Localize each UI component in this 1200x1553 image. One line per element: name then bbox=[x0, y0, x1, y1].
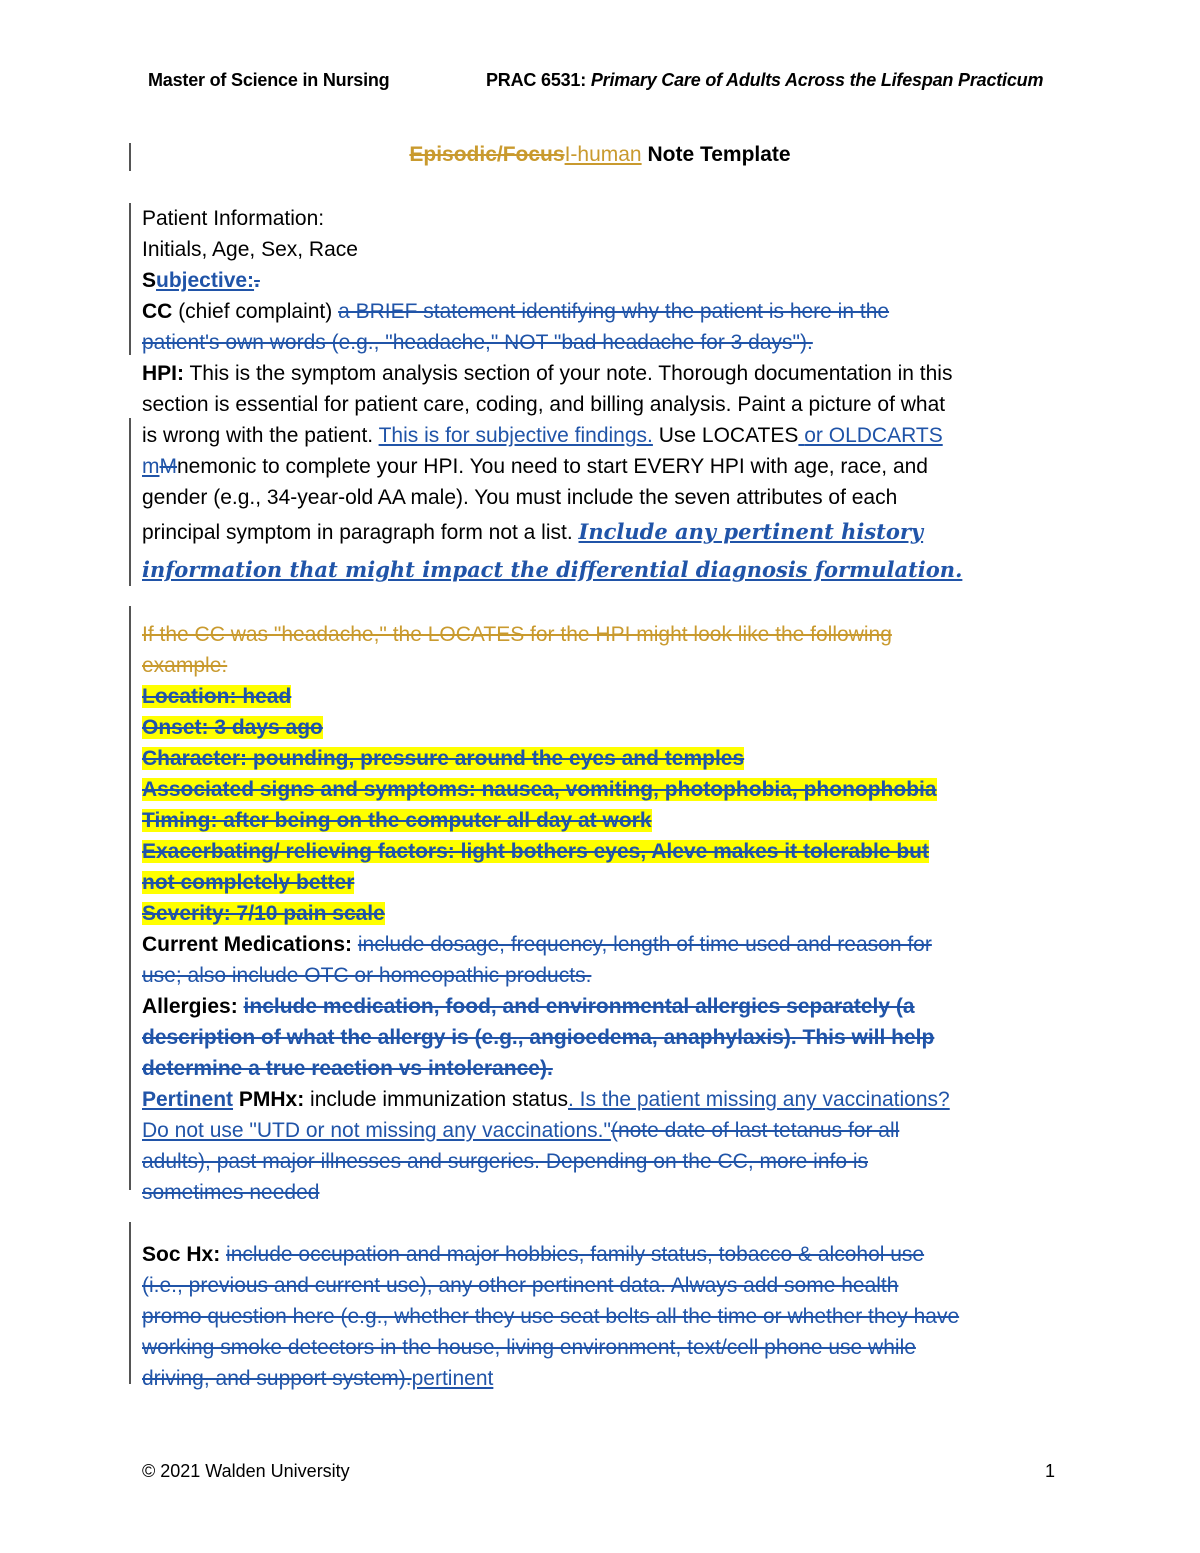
cc-deleted-2: patient's own words (e.g., "headache," NOT "bad headache for 3 days"). bbox=[142, 331, 813, 354]
pmhx-line-1 bbox=[142, 1084, 1072, 1115]
subjective-inserted: ubjective: bbox=[156, 269, 255, 292]
example-item bbox=[142, 712, 1072, 743]
pmhx-deleted-1: (note date of last tetanus for all bbox=[610, 1119, 900, 1142]
allergies-deleted-1: include medication, food, and environmental allergies separately (a bbox=[243, 995, 915, 1018]
hpi-line-1 bbox=[142, 358, 1072, 389]
title-inserted: I-human bbox=[564, 143, 642, 166]
patient-fields: Initials, Age, Sex, Race bbox=[142, 238, 358, 261]
meds-deleted-1: include dosage, frequency, length of time used and reason for bbox=[357, 933, 932, 956]
note-body bbox=[142, 203, 1072, 1394]
hpi-line-3 bbox=[142, 420, 1072, 451]
hpi-inserted-3: This is for subjective findings. bbox=[378, 424, 653, 447]
header-course bbox=[486, 70, 1043, 91]
example-intro-1: If the CC was "headache," the LOCATES for the HPI might look like the following bbox=[142, 623, 892, 646]
patient-heading: Patient Information: bbox=[142, 207, 325, 230]
example-item bbox=[142, 681, 1072, 712]
pmhx-text: include immunization status bbox=[310, 1088, 569, 1111]
soc-deleted-4: working smoke detectors in the house, living environment, text/cell phone use while bbox=[142, 1336, 916, 1359]
hpi-text-6: principal symptom in paragraph form not a list. bbox=[142, 521, 573, 544]
allergies-line-1 bbox=[142, 991, 1072, 1022]
example-intro-2: example: bbox=[142, 654, 228, 677]
allergies-deleted-2: description of what the allergy is (e.g., angioedema, anaphylaxis). This will help bbox=[142, 1026, 935, 1049]
example-onset: Onset: 3 days ago bbox=[142, 716, 323, 739]
example-item bbox=[142, 774, 1072, 805]
pmhx-line-2 bbox=[142, 1115, 1072, 1146]
pmhx-label: PMHx: bbox=[238, 1088, 305, 1111]
allergies-label: Allergies: bbox=[142, 995, 238, 1018]
subjective-heading bbox=[142, 265, 1072, 296]
cc-label: CC bbox=[142, 300, 173, 323]
change-bar bbox=[129, 606, 131, 1190]
example-item bbox=[142, 898, 1072, 929]
example-associated: Associated signs and symptoms: nausea, vomiting, photophobia, phonophobia bbox=[142, 778, 937, 801]
soc-deleted-3: promo question here (e.g., whether they use seat belts all the time or whether they have bbox=[142, 1305, 960, 1328]
hpi-text-3b: Use LOCATES bbox=[658, 424, 799, 447]
example-character: Character: pounding, pressure around the eyes and temples bbox=[142, 747, 745, 770]
example-severity: Severity: 7/10 pain scale bbox=[142, 902, 385, 925]
page-number: 1 bbox=[1045, 1461, 1056, 1481]
header-program: Master of Science in Nursing bbox=[148, 70, 390, 90]
hpi-inserted-oldcarts bbox=[798, 424, 942, 447]
cc-line bbox=[142, 296, 1072, 327]
change-bar bbox=[129, 418, 131, 586]
spacer bbox=[142, 1208, 1072, 1239]
allergies-deleted-3: determine a true reaction vs intolerance). bbox=[142, 1057, 553, 1080]
hpi-inserted-history-a: Include any pertinent history bbox=[578, 519, 924, 544]
cc-deleted-1: a BRIEF statement identifying why the patient is here in the bbox=[338, 300, 890, 323]
example-exacerbating: Exacerbating/ relieving factors: light bothers eyes, Aleve makes it tolerable but bbox=[142, 840, 929, 863]
page-title bbox=[0, 143, 1200, 167]
hpi-text-1: This is the symptom analysis section of your note. Thorough documentation in this bbox=[189, 362, 953, 385]
soc-inserted: pertinent bbox=[411, 1367, 494, 1390]
hpi-oldcarts: or OLDCARTS bbox=[804, 424, 943, 447]
hpi-line-4 bbox=[142, 451, 1072, 482]
meds-line-1 bbox=[142, 929, 1072, 960]
example-timing: Timing: after being on the computer all day at work bbox=[142, 809, 652, 832]
soc-deleted-2: (i.e., previous and current use), any other pertinent data. Always add some health bbox=[142, 1274, 899, 1297]
hpi-inserted-m: m bbox=[142, 455, 160, 478]
hpi-deleted-m: M bbox=[159, 455, 177, 478]
hpi-label: HPI: bbox=[142, 362, 184, 385]
change-bar bbox=[129, 1222, 131, 1384]
title-deleted: Episodic/Focus bbox=[409, 143, 565, 166]
soc-deleted-5: driving, and support system). bbox=[142, 1367, 412, 1390]
example-item bbox=[142, 805, 1072, 836]
hpi-line-2: section is essential for patient care, coding, and billing analysis. Paint a picture of what bbox=[142, 393, 946, 416]
pmhx-deleted-2: adults), past major illnesses and surgeries. Depending on the CC, more info is bbox=[142, 1150, 869, 1173]
hpi-text-3a: is wrong with the patient. bbox=[142, 424, 374, 447]
pmhx-inserted-1: . Is the patient missing any vaccinations? bbox=[568, 1088, 950, 1111]
course-title: Primary Care of Adults Across the Lifespan Practicum bbox=[590, 70, 1044, 90]
subjective-s: S bbox=[142, 269, 157, 292]
soc-line-1 bbox=[142, 1239, 1072, 1270]
example-item bbox=[142, 836, 1072, 867]
soc-line-5 bbox=[142, 1363, 1072, 1394]
hpi-line-6 bbox=[142, 513, 1072, 551]
example-exacerbating-cont: not completely better bbox=[142, 871, 355, 894]
example-item bbox=[142, 867, 1072, 898]
example-item bbox=[142, 743, 1072, 774]
soc-label: Soc Hx: bbox=[142, 1243, 221, 1266]
footer-copyright: © 2021 Walden University bbox=[142, 1461, 350, 1481]
hpi-text-4: nemonic to complete your HPI. You need to start EVERY HPI with age, race, and bbox=[177, 455, 928, 478]
meds-label: Current Medications: bbox=[142, 933, 353, 956]
soc-deleted-1: include occupation and major hobbies, family status, tobacco & alcohol use bbox=[226, 1243, 925, 1266]
example-location: Location: head bbox=[142, 685, 292, 708]
subjective-deleted: . bbox=[254, 269, 260, 292]
hpi-inserted-history-b: information that might impact the differential diagnosis formulation. bbox=[142, 557, 963, 582]
hpi-line-5: gender (e.g., 34-year-old AA male). You must include the seven attributes of each bbox=[142, 486, 898, 509]
title-rest: Note Template bbox=[647, 143, 791, 166]
cc-text: (chief complaint) bbox=[178, 300, 333, 323]
change-bar bbox=[129, 203, 131, 355]
spacer bbox=[142, 588, 1072, 619]
pmhx-inserted-label: Pertinent bbox=[142, 1088, 234, 1111]
meds-deleted-2: use; also include OTC or homeopathic products. bbox=[142, 964, 592, 987]
pmhx-deleted-3: sometimes needed bbox=[142, 1181, 320, 1204]
course-code: PRAC 6531: bbox=[486, 70, 587, 90]
pmhx-inserted-2: Do not use "UTD or not missing any vaccinations." bbox=[142, 1119, 611, 1142]
